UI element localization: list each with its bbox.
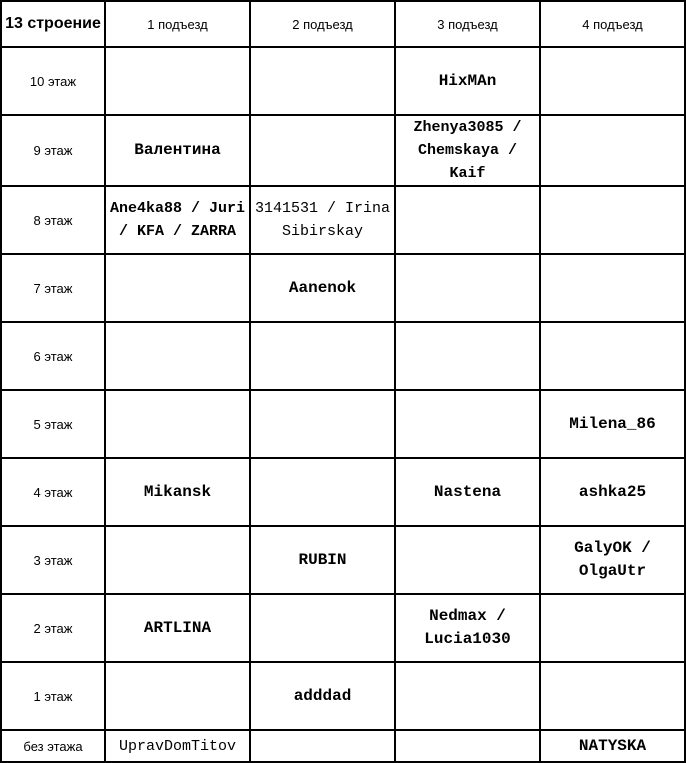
resident-cell: RUBIN bbox=[250, 526, 395, 594]
resident-cell bbox=[105, 390, 250, 458]
resident-cell bbox=[540, 254, 685, 322]
floor-label: 6 этаж bbox=[1, 322, 105, 390]
floor-label: 2 этаж bbox=[1, 594, 105, 662]
resident-cell bbox=[395, 390, 540, 458]
resident-cell: GalyOK / OlgaUtr bbox=[540, 526, 685, 594]
resident-cell bbox=[540, 186, 685, 254]
resident-cell bbox=[105, 254, 250, 322]
resident-cell bbox=[105, 47, 250, 115]
resident-cell bbox=[250, 47, 395, 115]
resident-cell: HixMAn bbox=[395, 47, 540, 115]
floor-row-9 bbox=[1, 115, 685, 186]
resident-cell: 3141531 / Irina Sibirskay bbox=[250, 186, 395, 254]
floor-label: 4 этаж bbox=[1, 458, 105, 526]
resident-cell bbox=[250, 730, 395, 762]
floor-row-8 bbox=[1, 186, 685, 254]
resident-cell: Aanenok bbox=[250, 254, 395, 322]
header-row bbox=[1, 1, 685, 47]
building-title: 13 строение bbox=[1, 1, 105, 47]
resident-cell: Ane4ka88 / Juri / KFA / ZARRA bbox=[105, 186, 250, 254]
resident-cell: ashka25 bbox=[540, 458, 685, 526]
resident-cell: Zhenya3085 / Chemskaya / Kaif bbox=[395, 115, 540, 186]
entrance-header-3: 3 подъезд bbox=[395, 1, 540, 47]
resident-cell bbox=[250, 115, 395, 186]
floor-label: 10 этаж bbox=[1, 47, 105, 115]
resident-cell bbox=[395, 730, 540, 762]
resident-cell: NATYSKA bbox=[540, 730, 685, 762]
floor-row-1 bbox=[1, 662, 685, 730]
resident-cell bbox=[105, 662, 250, 730]
resident-cell: Milena_86 bbox=[540, 390, 685, 458]
floor-row-10 bbox=[1, 47, 685, 115]
resident-cell bbox=[540, 47, 685, 115]
floor-label: без этажа bbox=[1, 730, 105, 762]
entrance-header-4: 4 подъезд bbox=[540, 1, 685, 47]
resident-cell: Nastena bbox=[395, 458, 540, 526]
resident-cell bbox=[395, 662, 540, 730]
entrance-header-1: 1 подъезд bbox=[105, 1, 250, 47]
resident-cell: UpravDomTitov bbox=[105, 730, 250, 762]
resident-cell bbox=[105, 322, 250, 390]
floor-row-6 bbox=[1, 322, 685, 390]
resident-cell: Nedmax / Lucia1030 bbox=[395, 594, 540, 662]
resident-cell bbox=[395, 322, 540, 390]
entrance-header-2: 2 подъезд bbox=[250, 1, 395, 47]
resident-cell: adddad bbox=[250, 662, 395, 730]
resident-cell bbox=[250, 594, 395, 662]
resident-cell bbox=[540, 594, 685, 662]
resident-cell bbox=[395, 254, 540, 322]
resident-cell bbox=[250, 322, 395, 390]
floor-row-7 bbox=[1, 254, 685, 322]
resident-cell bbox=[250, 458, 395, 526]
floor-label: 8 этаж bbox=[1, 186, 105, 254]
floor-label: 3 этаж bbox=[1, 526, 105, 594]
floor-row-2 bbox=[1, 594, 685, 662]
resident-cell bbox=[540, 115, 685, 186]
floor-row-3 bbox=[1, 526, 685, 594]
resident-cell: Валентина bbox=[105, 115, 250, 186]
resident-cell: Mikansk bbox=[105, 458, 250, 526]
floor-row-5 bbox=[1, 390, 685, 458]
resident-cell bbox=[105, 526, 250, 594]
floor-row-none bbox=[1, 730, 685, 762]
floor-label: 1 этаж bbox=[1, 662, 105, 730]
resident-cell bbox=[395, 526, 540, 594]
resident-cell bbox=[540, 662, 685, 730]
resident-cell bbox=[395, 186, 540, 254]
floor-label: 7 этаж bbox=[1, 254, 105, 322]
resident-cell: ARTLINA bbox=[105, 594, 250, 662]
resident-cell bbox=[250, 390, 395, 458]
resident-cell bbox=[540, 322, 685, 390]
floor-label: 9 этаж bbox=[1, 115, 105, 186]
floor-label: 5 этаж bbox=[1, 390, 105, 458]
floor-row-4 bbox=[1, 458, 685, 526]
